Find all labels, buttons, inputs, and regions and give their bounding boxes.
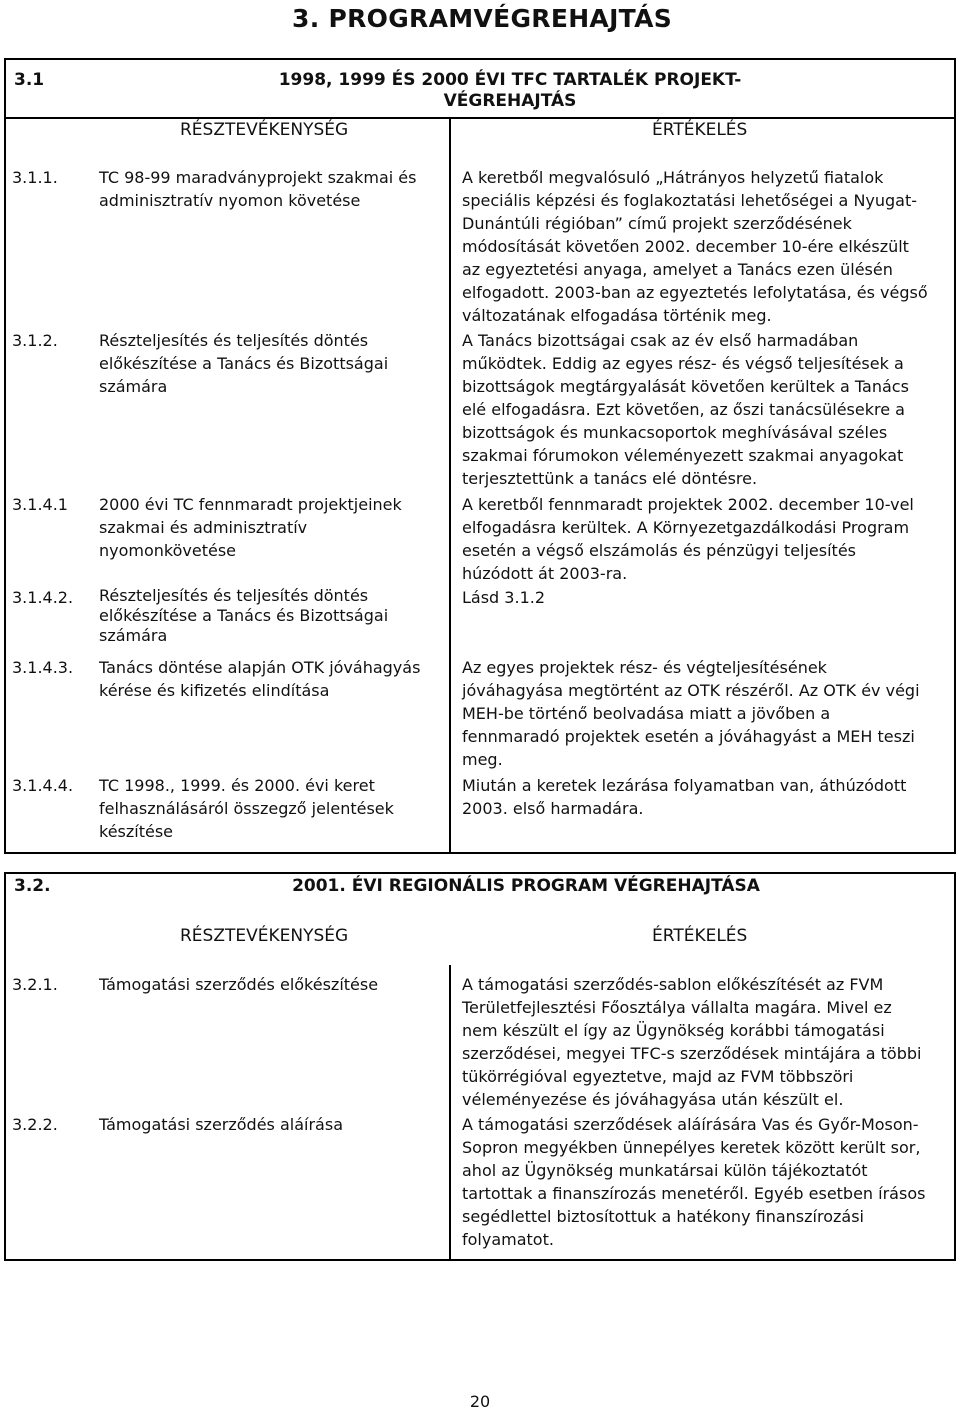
row-evaluation [462, 166, 954, 327]
row-number: 3.1.4.4. [12, 776, 74, 795]
evaluation-line: tükörrégióval egyeztetve, majd az FVM többszöri [462, 1067, 854, 1086]
evaluation-line: Lásd 3.1.2 [462, 588, 546, 607]
activity-line: készítése [99, 822, 174, 841]
activity-line: TC 1998., 1999. és 2000. évi keret [99, 776, 375, 795]
evaluation-line: terjesztettünk a tanács elé döntésre. [462, 469, 758, 488]
evaluation-line: működtek. Eddig az egyes rész- és végső teljesítések a [462, 354, 904, 373]
evaluation-line: tartottak a finanszírozás menetéről. Egyéb esetben írásos [462, 1184, 926, 1203]
section-2-number: 3.2. [14, 876, 51, 896]
evaluation-line: ahol az Ügynökség munkatársai külön tájékoztatót [462, 1161, 868, 1180]
activity-line: számára [99, 377, 168, 396]
evaluation-line: segédlettel biztosítottuk a hatékony finanszírozási [462, 1207, 864, 1226]
evaluation-line: MEH-be történő beolvadása miatt a jövőben a [462, 704, 831, 723]
activity-line: Támogatási szerződés aláírása [99, 1115, 343, 1134]
evaluation-line: véleményezése és jóváhagyása után készült el. [462, 1090, 844, 1109]
row-activity [99, 329, 444, 398]
activity-line: 2000 évi TC fennmaradt projektjeinek [99, 495, 402, 514]
evaluation-line: elfogadott. 2003-ban az egyeztetés lefolytatása, és végső [462, 283, 928, 302]
row-evaluation [462, 774, 954, 820]
row-evaluation [462, 586, 954, 609]
activity-line: nyomonkövetése [99, 541, 237, 560]
section-1-number: 3.1 [14, 70, 45, 90]
row-evaluation [462, 1113, 954, 1251]
evaluation-line: változatának elfogadása történik meg. [462, 306, 772, 325]
evaluation-line: bizottságok és munkacsoportok meghívásával széles [462, 423, 888, 442]
row-evaluation [462, 656, 954, 771]
evaluation-line: 2003. első harmadára. [462, 799, 644, 818]
row-number: 3.1.4.1 [12, 495, 68, 514]
activity-line: adminisztratív nyomon követése [99, 191, 361, 210]
row-activity [99, 493, 444, 562]
evaluation-line: A keretből fennmaradt projektek 2002. december 10-vel [462, 495, 914, 514]
section-2-col-activity-header: RÉSZTEVÉKENYSÉG [180, 926, 349, 946]
section-1-column-divider [449, 117, 451, 854]
evaluation-line: módosítását követően 2002. december 10-ére elkészült [462, 237, 909, 256]
evaluation-line: húzódott át 2003-ra. [462, 564, 628, 583]
row-evaluation [462, 493, 954, 585]
activity-line: előkészítése a Tanács és Bizottságai [99, 606, 389, 625]
section-1-title-line-1: 1998, 1999 ÉS 2000 ÉVI TFC TARTALÉK PROJEKT- [278, 70, 742, 90]
evaluation-line: Az egyes projektek rész- és végteljesítésének [462, 658, 827, 677]
evaluation-line: az egyeztetési anyaga, amelyet a Tanács ezen ülésén [462, 260, 893, 279]
evaluation-line: A keretből megvalósuló „Hátrányos helyzetű fiatalok [462, 168, 884, 187]
evaluation-line: A támogatási szerződések aláírására Vas és Győr-Moson- [462, 1115, 919, 1134]
section-1-title [230, 70, 790, 112]
evaluation-line: bizottságok megtárgyalását követően kerültek a Tanács [462, 377, 909, 396]
row-activity [99, 973, 444, 996]
evaluation-line: folyamatot. [462, 1230, 554, 1249]
row-activity [99, 656, 444, 702]
activity-line: TC 98-99 maradványprojekt szakmai és [99, 168, 417, 187]
row-evaluation [462, 329, 954, 490]
section-2-title: 2001. ÉVI REGIONÁLIS PROGRAM VÉGREHAJTÁSA [292, 876, 760, 896]
evaluation-line: elé elfogadásra. Ezt követően, az őszi tanácsülésekre a [462, 400, 905, 419]
evaluation-line: jóváhagyása megtörtént az OTK részéről. Az OTK év végi [462, 681, 920, 700]
evaluation-line: Területfejlesztési Főosztálya vállalta magára. Mivel ez [462, 998, 892, 1017]
row-number: 3.2.1. [12, 975, 58, 994]
activity-line: Támogatási szerződés előkészítése [99, 975, 379, 994]
row-number: 3.1.1. [12, 168, 58, 187]
activity-line: előkészítése a Tanács és Bizottságai [99, 354, 389, 373]
section-2-column-divider [449, 965, 451, 1261]
section-2-col-evaluation-header: ÉRTÉKELÉS [652, 926, 748, 946]
activity-line: Tanács döntése alapján OTK jóváhagyás [99, 658, 421, 677]
row-activity [99, 774, 444, 843]
row-number: 3.2.2. [12, 1115, 58, 1134]
section-1-header-divider [4, 117, 956, 119]
evaluation-line: fennmaradó projektek esetén a jóváhagyást a MEH teszi [462, 727, 915, 746]
evaluation-line: meg. [462, 750, 503, 769]
page-number: 20 [469, 1392, 491, 1411]
evaluation-line: Miután a keretek lezárása folyamatban van, áthúzódott [462, 776, 907, 795]
page-title: 3. PROGRAMVÉGREHAJTÁS [292, 4, 673, 33]
section-1-title-line-2: VÉGREHAJTÁS [443, 91, 577, 111]
evaluation-line: speciális képzési és foglakoztatási lehetőségei a Nyugat- [462, 191, 918, 210]
activity-line: Részteljesítés és teljesítés döntés [99, 331, 369, 350]
row-number: 3.1.2. [12, 331, 58, 350]
activity-line: Részteljesítés és teljesítés döntés [99, 586, 369, 605]
row-activity [99, 166, 444, 212]
evaluation-line: nem készült el így az Ügynökség korábbi támogatási [462, 1021, 885, 1040]
row-activity [99, 586, 444, 646]
activity-line: számára [99, 626, 168, 645]
activity-line: szakmai és adminisztratív [99, 518, 308, 537]
row-activity [99, 1113, 444, 1136]
evaluation-line: esetén a végső elszámolás és pénzügyi teljesítés [462, 541, 856, 560]
section-1-col-evaluation-header: ÉRTÉKELÉS [652, 120, 748, 140]
evaluation-line: elfogadásra kerültek. A Környezetgazdálkodási Program [462, 518, 910, 537]
evaluation-line: A Tanács bizottságai csak az év első harmadában [462, 331, 859, 350]
row-number: 3.1.4.2. [12, 588, 74, 607]
row-number: 3.1.4.3. [12, 658, 74, 677]
evaluation-line: A támogatási szerződés-sablon előkészítését az FVM [462, 975, 884, 994]
evaluation-line: szerződései, megyei TFC-s szerződések mintájára a többi [462, 1044, 922, 1063]
row-evaluation [462, 973, 954, 1111]
evaluation-line: szakmai fórumokon véleményezett szakmai anyagokat [462, 446, 904, 465]
section-1-col-activity-header: RÉSZTEVÉKENYSÉG [180, 120, 349, 140]
evaluation-line: Sopron megyékben ünnepélyes keretek között került sor, [462, 1138, 921, 1157]
activity-line: kérése és kifizetés elindítása [99, 681, 330, 700]
evaluation-line: Dunántúli régióban” című projekt szerződésének [462, 214, 852, 233]
activity-line: felhasználásáról összegző jelentések [99, 799, 394, 818]
